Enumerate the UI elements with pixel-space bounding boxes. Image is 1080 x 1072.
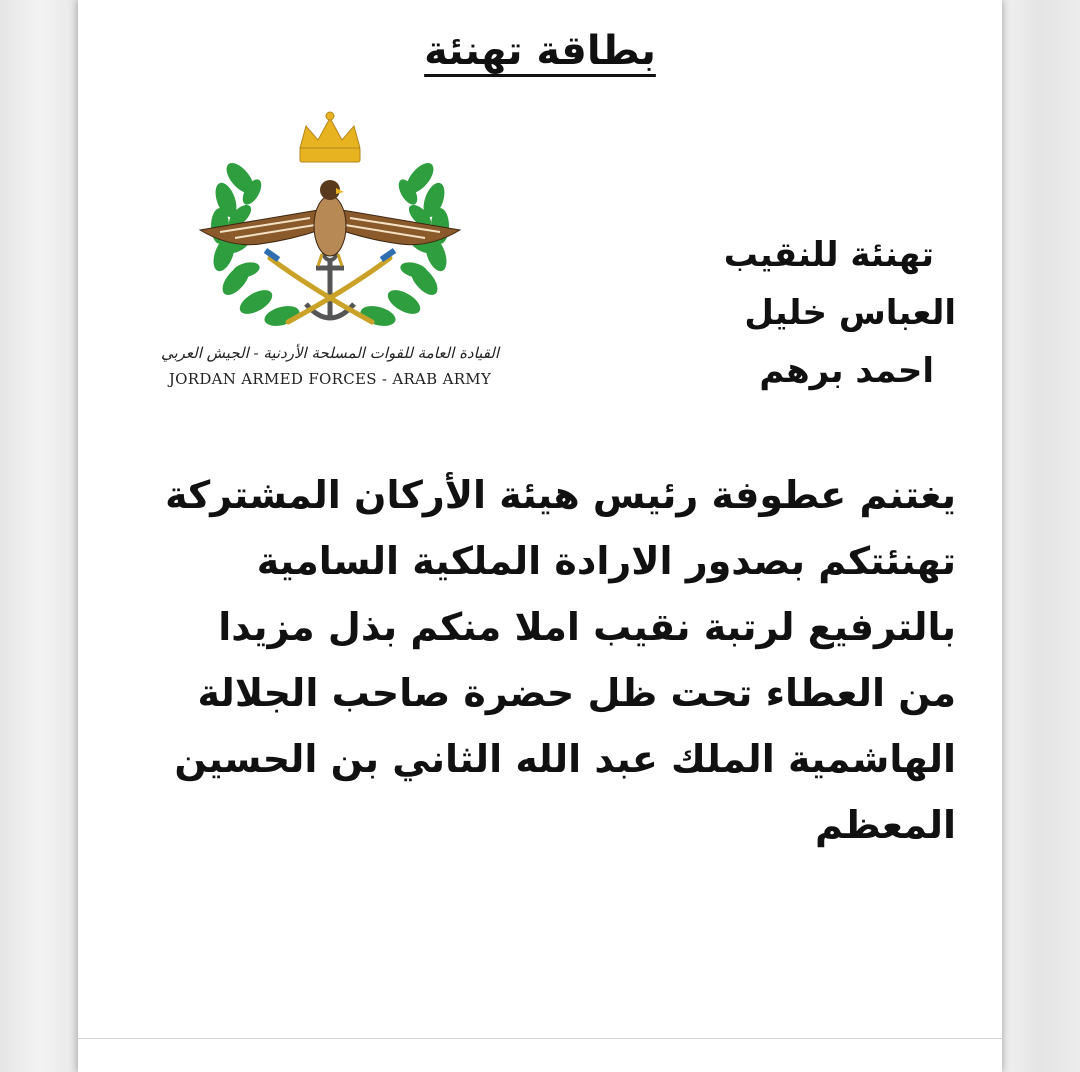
message-line: من العطاء تحت ظل حضرة صاحب الجلالة [197, 671, 956, 715]
page-divider [78, 1038, 1002, 1039]
recipient-line: تهنئة للنقيب [723, 235, 934, 275]
message-line: بالترفيع لرتبة نقيب املا منكم بذل مزيدا [218, 605, 956, 649]
message-line: تهنئتكم بصدور الارادة الملكية السامية [256, 539, 956, 583]
emblem-caption-arabic: القيادة العامة للقوات المسلحة الأردنية - الجيش العربي [160, 344, 500, 362]
message-line: المعظم [814, 803, 956, 847]
document-page [78, 0, 1002, 1072]
message-line: الهاشمية الملك عبد الله الثاني بن الحسين [174, 737, 956, 781]
recipient-block [636, 226, 956, 400]
card-title: بطاقة تهنئة [424, 28, 656, 74]
message-line: يغتنم عطوفة رئيس هيئة الأركان المشتركة [165, 473, 956, 517]
emblem-caption-english: JORDAN ARMED FORCES - ARAB ARMY [168, 370, 492, 388]
recipient-line: العباس خليل [744, 293, 956, 333]
message-body [124, 462, 956, 858]
recipient-line: احمد برهم [759, 351, 934, 391]
